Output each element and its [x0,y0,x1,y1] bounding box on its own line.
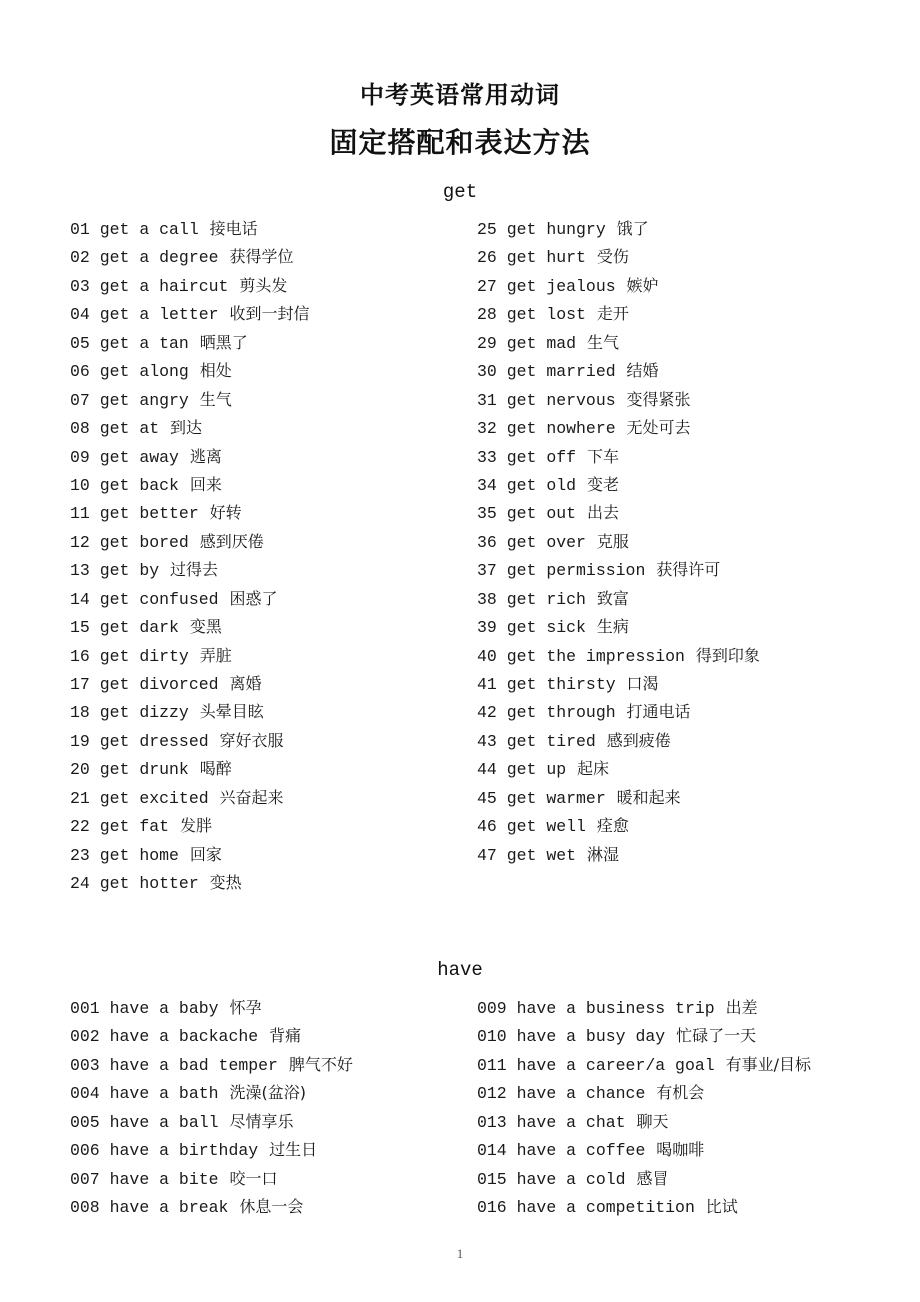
entry-chinese: 晒黑了 [199,332,248,352]
entry-chinese: 变得紧张 [626,389,691,409]
entry-english: get confused [99,589,219,609]
entry-number: 03 [70,276,90,296]
entry-number: 33 [477,447,497,467]
phrase-entry [477,528,760,556]
have-list-left [70,994,353,1222]
entry-chinese: 口渴 [626,674,659,693]
phrase-entry [70,1108,353,1136]
entry-number: 44 [477,760,497,780]
phrase-entry [70,642,309,670]
phrase-entry [477,300,760,328]
entry-number: 011 [477,1055,507,1075]
entry-english: get hurt [506,248,586,268]
entry-number: 25 [477,220,497,239]
entry-english: get warmer [506,788,606,808]
entry-number: 43 [477,731,497,751]
entry-english: get wet [506,845,577,865]
entry-english: get a letter [99,305,219,325]
entry-english: have a birthday [109,1141,259,1161]
entry-english: get mad [506,333,577,353]
phrase-entry [70,670,309,698]
entry-chinese: 有机会 [656,1083,705,1103]
entry-chinese: 喝咖啡 [656,1140,705,1160]
phrase-entry [477,443,760,471]
entry-chinese: 变老 [586,474,619,494]
entry-chinese: 接电话 [209,219,258,238]
entry-chinese: 脾气不好 [288,1054,353,1074]
entry-chinese: 回来 [189,474,222,494]
entry-chinese: 尽情享乐 [229,1111,294,1131]
entry-chinese: 兴奋起来 [219,787,284,807]
phrase-entry [477,1136,811,1164]
entry-chinese: 结婚 [626,361,659,381]
phrase-entry [70,812,309,840]
entry-number: 02 [70,248,90,268]
entry-english: get dirty [99,646,189,666]
entry-english: get drunk [99,760,189,780]
entry-english: have a chance [516,1084,646,1104]
phrase-entry [70,300,309,328]
entry-english: get lost [506,305,586,325]
phrase-entry [477,670,760,698]
entry-chinese: 离婚 [229,674,262,693]
entry-english: get a call [99,220,199,239]
phrase-entry [477,727,760,755]
phrase-entry [70,528,309,556]
entry-number: 005 [70,1112,100,1132]
entry-english: get better [99,504,199,524]
phrase-entry [70,755,309,783]
entry-english: get angry [99,390,189,410]
phrase-entry [477,841,760,869]
entry-number: 46 [477,817,497,837]
entry-english: get bored [99,532,189,552]
entry-chinese: 痊愈 [596,816,629,836]
phrase-entry [477,1193,811,1221]
entry-chinese: 感冒 [636,1168,669,1188]
entry-chinese: 休息一会 [239,1197,304,1217]
entry-chinese: 逃离 [189,446,222,466]
entry-chinese: 暖和起来 [616,787,681,807]
phrase-entry [70,869,309,897]
entry-number: 004 [70,1084,100,1104]
entry-chinese: 生病 [596,617,629,637]
phrase-entry [70,784,309,812]
entry-english: get out [506,504,577,524]
entry-english: have a coffee [516,1141,646,1161]
entry-chinese: 致富 [596,588,629,608]
phrase-entry [70,357,309,385]
entry-chinese: 得到印象 [695,645,760,665]
entry-english: have a chat [516,1112,626,1132]
phrase-entry [477,585,760,613]
entry-number: 40 [477,646,497,666]
phrase-entry [477,471,760,499]
entry-number: 16 [70,646,90,666]
phrase-entry [477,243,760,271]
entry-number: 39 [477,618,497,638]
entry-chinese: 回家 [189,844,222,864]
phrase-entry [70,556,309,584]
entry-chinese: 比试 [705,1197,738,1217]
entry-english: get back [99,475,179,495]
section-heading-get: get [442,181,478,203]
entry-english: get the impression [506,646,685,666]
entry-number: 10 [70,475,90,495]
entry-number: 27 [477,276,497,296]
phrase-entry [477,1108,811,1136]
phrase-entry [70,471,309,499]
phrase-entry [477,642,760,670]
entry-chinese: 收到一封信 [229,304,310,324]
entry-number: 012 [477,1084,507,1104]
entry-chinese: 喝醉 [199,759,232,779]
entry-chinese: 出去 [586,503,619,523]
entry-chinese: 饿了 [616,219,649,238]
entry-chinese: 淋湿 [586,844,619,864]
phrase-entry [477,755,760,783]
entry-english: get nowhere [506,419,616,439]
phrase-entry [477,698,760,726]
entry-number: 016 [477,1198,507,1218]
entry-english: get tired [506,731,596,751]
phrase-entry [70,243,309,271]
entry-chinese: 剪头发 [239,275,288,295]
entry-english: get divorced [99,675,219,694]
entry-chinese: 弄脏 [199,645,232,665]
entry-english: get permission [506,561,646,581]
phrase-entry [70,386,309,414]
phrase-entry [70,215,309,243]
entry-english: get dizzy [99,703,189,723]
entry-chinese: 聊天 [636,1111,669,1131]
entry-number: 010 [477,1027,507,1047]
phrase-entry [477,784,760,812]
phrase-entry [70,841,309,869]
entry-english: have a busy day [516,1027,666,1047]
entry-english: get excited [99,788,209,808]
phrase-entry [477,215,760,243]
entry-number: 002 [70,1027,100,1047]
phrase-entry [477,1022,811,1050]
entry-english: have a backache [109,1027,259,1047]
entry-english: get away [99,447,179,467]
entry-number: 23 [70,845,90,865]
entry-english: get dressed [99,731,209,751]
entry-number: 013 [477,1112,507,1132]
phrase-entry [477,1165,811,1193]
phrase-entry [477,994,811,1022]
phrase-entry [477,499,760,527]
phrase-entry [70,1136,353,1164]
entry-chinese: 克服 [596,531,629,551]
phrase-entry [70,499,309,527]
entry-chinese: 忙碌了一天 [676,1026,757,1046]
entry-number: 08 [70,419,90,439]
entry-number: 37 [477,561,497,581]
entry-number: 42 [477,703,497,723]
entry-english: get at [99,419,160,439]
section-heading-have: have [437,959,483,981]
entry-number: 05 [70,333,90,353]
entry-chinese: 怀孕 [229,998,262,1017]
entry-english: get home [99,845,179,865]
entry-english: get along [99,362,189,382]
entry-english: get by [99,561,160,581]
entry-english: have a competition [516,1198,695,1218]
entry-number: 15 [70,618,90,638]
entry-number: 001 [70,999,100,1018]
entry-chinese: 洗澡(盆浴) [229,1083,306,1103]
entry-english: get well [506,817,586,837]
entry-chinese: 出差 [725,998,758,1017]
entry-english: get a haircut [99,276,229,296]
entry-english: have a baby [109,999,219,1018]
entry-number: 47 [477,845,497,865]
phrase-entry [70,1022,353,1050]
entry-number: 32 [477,419,497,439]
phrase-entry [477,1051,811,1079]
entry-english: get up [506,760,567,780]
phrase-entry [70,698,309,726]
entry-number: 29 [477,333,497,353]
entry-number: 31 [477,390,497,410]
phrase-entry [70,329,309,357]
phrase-entry [477,556,760,584]
entry-chinese: 下车 [586,446,619,466]
entry-chinese: 获得许可 [656,560,721,580]
entry-number: 28 [477,305,497,325]
entry-number: 009 [477,999,507,1018]
entry-chinese: 过生日 [269,1140,318,1160]
entry-chinese: 好转 [209,503,242,523]
phrase-entry [477,386,760,414]
entry-chinese: 头晕目眩 [199,702,264,722]
phrase-entry [477,1079,811,1107]
entry-number: 36 [477,532,497,552]
entry-number: 18 [70,703,90,723]
phrase-entry [70,1165,353,1193]
entry-english: get jealous [506,276,616,296]
entry-chinese: 生气 [199,389,232,409]
phrase-entry [477,357,760,385]
phrase-entry [70,414,309,442]
phrase-entry [70,1193,353,1221]
entry-number: 21 [70,788,90,808]
entry-number: 09 [70,447,90,467]
entry-chinese: 困惑了 [229,588,278,608]
entry-english: get hungry [506,220,606,239]
entry-chinese: 变黑 [189,617,222,637]
entry-chinese: 走开 [596,304,629,324]
entry-number: 38 [477,589,497,609]
entry-number: 007 [70,1169,100,1189]
entry-english: have a bite [109,1169,219,1189]
entry-chinese: 发胖 [179,816,212,836]
entry-number: 14 [70,589,90,609]
page-number: 1 [456,1246,464,1261]
entry-english: have a bad temper [109,1055,278,1075]
phrase-entry [70,585,309,613]
entry-number: 26 [477,248,497,268]
entry-english: get hotter [99,874,199,894]
entry-chinese: 有事业/目标 [725,1054,811,1074]
entry-number: 20 [70,760,90,780]
entry-number: 003 [70,1055,100,1075]
entry-chinese: 相处 [199,361,232,381]
entry-chinese: 穿好衣服 [219,730,284,750]
entry-number: 014 [477,1141,507,1161]
phrase-entry [70,272,309,300]
entry-number: 015 [477,1169,507,1189]
entry-english: get married [506,362,616,382]
entry-number: 11 [70,504,90,524]
entry-english: get thirsty [506,675,616,694]
entry-number: 24 [70,874,90,894]
entry-english: have a ball [109,1112,219,1132]
entry-english: get rich [506,589,586,609]
entry-english: get off [506,447,577,467]
entry-number: 12 [70,532,90,552]
get-list-left [70,215,309,898]
phrase-entry [70,1079,353,1107]
entry-number: 30 [477,362,497,382]
entry-english: have a cold [516,1169,626,1189]
entry-english: have a career/a goal [516,1055,715,1075]
phrase-entry [477,272,760,300]
phrase-entry [70,994,353,1022]
phrase-entry [70,1051,353,1079]
entry-english: get old [506,475,577,495]
entry-chinese: 感到厌倦 [199,531,264,551]
entry-number: 45 [477,788,497,808]
entry-chinese: 无处可去 [626,418,691,438]
entry-chinese: 到达 [170,418,203,438]
entry-chinese: 咬一口 [229,1168,278,1188]
entry-english: get through [506,703,616,723]
entry-number: 01 [70,220,90,239]
entry-english: have a bath [109,1084,219,1104]
entry-number: 22 [70,817,90,837]
phrase-entry [477,613,760,641]
entry-chinese: 起床 [577,759,610,779]
entry-number: 13 [70,561,90,581]
entry-chinese: 背痛 [269,1026,302,1046]
entry-number: 19 [70,731,90,751]
entry-english: have a break [109,1198,229,1218]
entry-chinese: 嫉妒 [626,275,659,295]
entry-chinese: 变热 [209,873,242,893]
entry-chinese: 获得学位 [229,247,294,267]
entry-english: get dark [99,618,179,638]
entry-number: 07 [70,390,90,410]
entry-number: 008 [70,1198,100,1218]
phrase-entry [477,329,760,357]
entry-chinese: 受伤 [596,247,629,267]
entry-number: 17 [70,675,90,694]
entry-english: get a tan [99,333,189,353]
entry-english: get sick [506,618,586,638]
phrase-entry [70,443,309,471]
entry-english: get a degree [99,248,219,268]
entry-english: get nervous [506,390,616,410]
entry-english: get fat [99,817,170,837]
entry-chinese: 感到疲倦 [606,730,671,750]
entry-number: 06 [70,362,90,382]
entry-chinese: 生气 [586,332,619,352]
entry-number: 34 [477,475,497,495]
phrase-entry [477,812,760,840]
have-list-right [477,994,811,1222]
get-list-right [477,215,760,869]
entry-english: have a business trip [516,999,715,1018]
document-subtitle: 固定搭配和表达方法 [329,126,591,159]
entry-chinese: 过得去 [170,560,219,580]
entry-english: get over [506,532,586,552]
entry-number: 41 [477,675,497,694]
phrase-entry [70,727,309,755]
document-title: 中考英语常用动词 [360,81,560,109]
phrase-entry [477,414,760,442]
entry-chinese: 打通电话 [626,702,691,722]
entry-number: 04 [70,305,90,325]
entry-number: 006 [70,1141,100,1161]
entry-number: 35 [477,504,497,524]
phrase-entry [70,613,309,641]
